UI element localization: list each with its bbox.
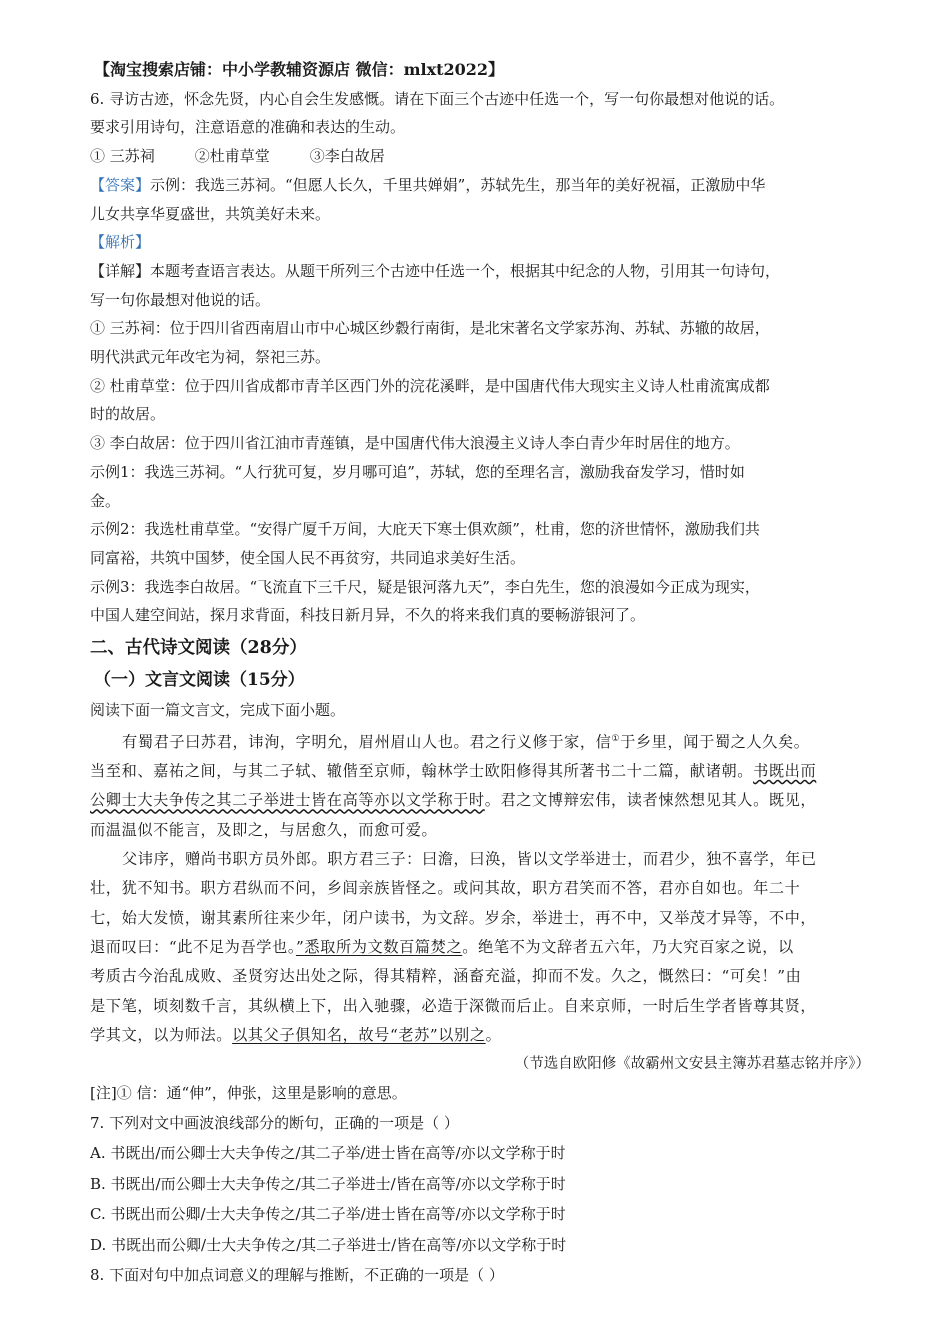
underlined-text: 以其父子俱知名，故号“老苏”以别之 xyxy=(232,1025,486,1044)
passage-line: 父讳序，赠尚书职方员外郎。职方君三子：曰澹，曰涣，皆以文学举进士，而君少，独不喜学，年已 xyxy=(122,850,817,869)
passage-line: 是下笔，顷刻数千言，其纵横上下，出入驰骤，必造于深微而后止。自来京师，一时后生学者皆尊其贤， xyxy=(90,996,817,1015)
passage-line: 而温温似不能言，及即之，与居愈久，而愈可爱。 xyxy=(90,820,438,839)
q6-option-3: ③李白故居 xyxy=(309,147,385,166)
q6-option-2: ②杜甫草堂 xyxy=(194,147,270,166)
example3-line1: 示例3：我选李白故居。“飞流直下三千尺，疑是银河落九天”，李白先生，您的浪漫如今正成为现实， xyxy=(90,577,760,596)
passage-line xyxy=(90,786,870,815)
answer-text: 示例：我选三苏祠。“但愿人长久，千里共婵娟”，苏轼先生，那当年的美好祝福，正激励中华 xyxy=(150,175,766,194)
q6-stem-line2: 要求引用诗句，注意语意的准确和表达的生动。 xyxy=(90,118,406,137)
underlined-text: ”悉取所为文数百篇焚之 xyxy=(296,937,463,956)
passage-text: 退而叹曰：“此不足为吾学也。 xyxy=(90,937,297,956)
passage-text: 于乡里，闻于蜀之人久矣。 xyxy=(620,732,810,751)
annotation-note: [注]① 信：通“伸”，伸张，这里是影响的意思。 xyxy=(90,1084,407,1103)
passage-line xyxy=(90,933,870,962)
example1-line2: 金。 xyxy=(90,491,121,510)
passage-line xyxy=(90,1021,870,1050)
wavy-underlined-text: 公卿士大夫争传之其二子举进士皆在高等亦以文学称于时 xyxy=(90,791,485,810)
site2-line1: ② 杜甫草堂：位于四川省成都市青羊区西门外的浣花溪畔，是中国唐代伟大现实主义诗人杜甫流寓成都 xyxy=(90,376,770,395)
detail-line1: 【详解】本题考查语言表达。从题干所列三个古迹中任选一个，根据其中纪念的人物，引用其一句诗句， xyxy=(90,261,781,280)
site1-line2: 明代洪武元年改宅为祠，祭祀三苏。 xyxy=(90,348,331,367)
q7-option-a: A. 书既出/而公卿士大夫争传之/其二子举/进士皆在高等/亦以文学称于时 xyxy=(90,1144,566,1163)
reading-instruction: 阅读下面一篇文言文，完成下面小题。 xyxy=(90,701,346,720)
footnote-marker: ① xyxy=(611,733,621,744)
site2-line2: 时的故居。 xyxy=(90,405,166,424)
example2-line2: 同富裕，共筑中国梦，使全国人民不再贫穷，共同追求美好生活。 xyxy=(90,548,526,567)
store-header: 【淘宝搜索店铺：中小学教辅资源店 微信：mlxt2022】 xyxy=(94,60,505,79)
q7-option-c: C. 书既出而公卿/士大夫争传之/其二子举/进士皆在高等/亦以文学称于时 xyxy=(90,1205,566,1224)
passage-text: 有蜀君子曰苏君，讳洵，字明允，眉州眉山人也。君之行义修于家，信 xyxy=(122,732,612,751)
wavy-underlined-text: 书既出而 xyxy=(753,762,817,781)
q6-options xyxy=(90,142,870,171)
section-title: 二、古代诗文阅读（28分） xyxy=(90,638,307,659)
passage-text: 。君之文博辩宏伟，读者悚然想见其人。既见， xyxy=(484,791,817,810)
example3-line2: 中国人建空间站，探月求背面，科技日新月异，不久的将来我们真的要畅游银河了。 xyxy=(90,606,646,625)
passage-line xyxy=(90,725,870,757)
q7-option-d: D. 书既出而公卿/士大夫争传之/其二子举进士/皆在高等/亦以文学称于时 xyxy=(90,1235,567,1254)
passage-line xyxy=(90,757,870,786)
passage-text: 。绝笔不为文辞者五六年，乃大究百家之说，以 xyxy=(462,937,794,956)
site3-line1: ③ 李白故居：位于四川省江油市青莲镇，是中国唐代伟大浪漫主义诗人李白青少年时居住的地方。 xyxy=(90,434,740,453)
passage-text: 。 xyxy=(485,1025,502,1044)
passage-line: 七，始大发愤，谢其素所往来少年，闭户读书，为文辞。岁余，举进士，再不中，又举茂才异等，不中， xyxy=(90,908,817,927)
q6-option-1: ① 三苏祠 xyxy=(90,147,155,166)
passage-text: 学其文，以为师法。 xyxy=(90,1025,233,1044)
analysis-tag: 【解析】 xyxy=(90,233,151,252)
passage-text: 当至和、嘉祐之间，与其二子轼、辙偕至京师，翰林学士欧阳修得其所著书二十二篇，献诸朝。 xyxy=(90,762,754,781)
passage-line: 考质古今治乱成败、圣贤穷达出处之际，得其精粹，涵畜充溢，抑而不发。久之，慨然曰：“可矣！”由 xyxy=(90,967,802,986)
q6-stem-line1: 6. 寻访古迹，怀念先贤，内心自会生发感慨。请在下面三个古迹中任选一个，写一句你最想对他说的话。 xyxy=(90,89,785,108)
q6-answer-line1 xyxy=(90,171,870,200)
detail-line2: 写一句你最想对他说的话。 xyxy=(90,290,271,309)
example1-line1: 示例1：我选三苏祠。“人行犹可复，岁月哪可追”，苏轼，您的至理名言，激励我奋发学习，惜时如 xyxy=(90,462,745,481)
site1-line1: ① 三苏祠：位于四川省西南眉山市中心城区纱縠行南街，是北宋著名文学家苏洵、苏轼、苏辙的故居， xyxy=(90,319,770,338)
answer-tag: 【答案】 xyxy=(90,175,151,194)
q7-stem: 7. 下列对文中画波浪线部分的断句，正确的一项是（ ） xyxy=(90,1113,459,1132)
passage-source: （节选自欧阳修《故霸州文安县主簿苏君墓志铭并序》） xyxy=(514,1056,870,1073)
classical-passage xyxy=(90,725,870,1050)
example2-line1: 示例2：我选杜甫草堂。“安得广厦千万间，大庇天下寒士俱欢颜”，杜甫，您的济世情怀，激励我们共 xyxy=(90,520,760,539)
q6-answer-line2: 儿女共享华夏盛世，共筑美好未来。 xyxy=(90,204,331,223)
q7-option-b: B. 书既出/而公卿士大夫争传之/其二子举进士/皆在高等/亦以文学称于时 xyxy=(90,1174,566,1193)
subsection-title: （一）文言文阅读（15分） xyxy=(94,670,305,691)
passage-line: 壮，犹不知书。职方君纵而不问，乡闾亲族皆怪之。或问其故，职方君笑而不答，君亦自如也。年二十 xyxy=(90,879,801,898)
document-page xyxy=(90,56,870,1291)
q8-stem: 8. 下面对句中加点词意义的理解与推断，不正确的一项是（ ） xyxy=(90,1266,504,1285)
